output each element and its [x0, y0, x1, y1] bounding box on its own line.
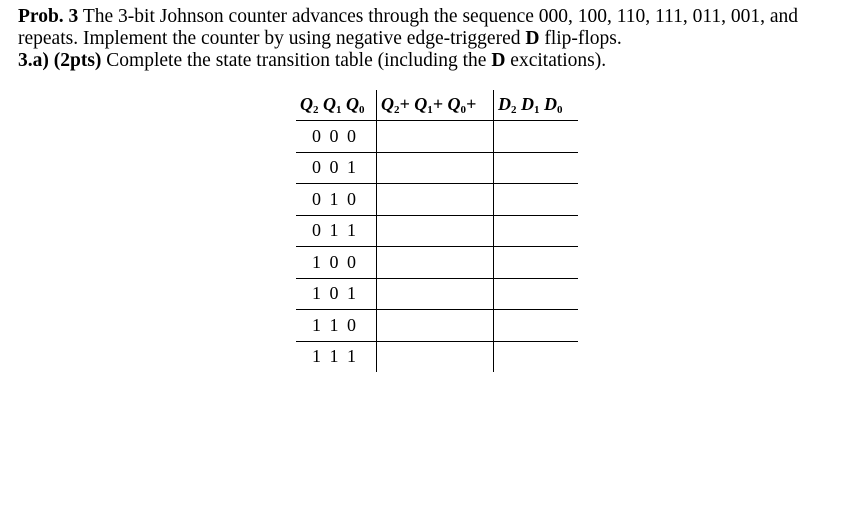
- part-end: excitations).: [505, 50, 607, 71]
- part-a: [18, 50, 848, 72]
- next-state-cell[interactable]: [377, 121, 494, 153]
- present-state-cell: 0 0 1: [296, 152, 377, 184]
- d-flipflop-label: D: [525, 28, 540, 49]
- d-excitation-cell[interactable]: [494, 215, 579, 247]
- next-state-cell[interactable]: [377, 310, 494, 342]
- next-state-cell[interactable]: [377, 215, 494, 247]
- d-excitation-cell[interactable]: [494, 247, 579, 279]
- next-state-cell[interactable]: [377, 247, 494, 279]
- intro-end: flip-flops.: [539, 28, 622, 49]
- table-row: [296, 310, 578, 342]
- present-state-header: $Q_2$ $Q_1$ $Q_0$: [296, 90, 377, 121]
- problem-label: Prob. 3: [18, 6, 79, 27]
- d-excitation-cell[interactable]: [494, 310, 579, 342]
- table-row: [296, 341, 578, 372]
- present-state-cell: 0 1 1: [296, 215, 377, 247]
- d-excitation-cell[interactable]: [494, 341, 579, 372]
- d-excitation-cell[interactable]: [494, 184, 579, 216]
- next-state-cell[interactable]: [377, 184, 494, 216]
- d-excitation-cell[interactable]: [494, 121, 579, 153]
- state-transition-table: [296, 90, 578, 372]
- table-row: [296, 121, 578, 153]
- table-row: [296, 247, 578, 279]
- present-state-cell: 0 0 0: [296, 121, 377, 153]
- table-row: [296, 215, 578, 247]
- problem-statement: [18, 6, 848, 72]
- next-state-cell[interactable]: [377, 278, 494, 310]
- table-header-row: [296, 90, 578, 121]
- table-row: [296, 184, 578, 216]
- d-excitation-cell[interactable]: [494, 152, 579, 184]
- problem-intro: [18, 6, 848, 50]
- present-state-cell: 1 0 0: [296, 247, 377, 279]
- present-state-cell: 1 0 1: [296, 278, 377, 310]
- present-state-cell: 0 1 0: [296, 184, 377, 216]
- d-excitation-header: $D_2$ $D_1$ $D_0$: [494, 90, 579, 121]
- next-state-header: $Q_2+ Q_1+ Q_0+$: [377, 90, 494, 121]
- d-excitation-label: D: [491, 50, 506, 71]
- table-row: [296, 152, 578, 184]
- table-row: [296, 278, 578, 310]
- present-state-cell: 1 1 0: [296, 310, 377, 342]
- part-text: Complete the state transition table (including the: [101, 50, 492, 71]
- present-state-cell: 1 1 1: [312, 346, 358, 367]
- next-state-cell[interactable]: [377, 341, 494, 372]
- next-state-cell[interactable]: [377, 152, 494, 184]
- d-excitation-cell[interactable]: [494, 278, 579, 310]
- intro-text: The 3-bit Johnson counter advances through the sequence 000, 100, 110, 111, 011, 001, and repeats. Implement the counter by using negative edge-triggered: [18, 6, 799, 49]
- part-label: 3.a) (2pts): [18, 50, 102, 71]
